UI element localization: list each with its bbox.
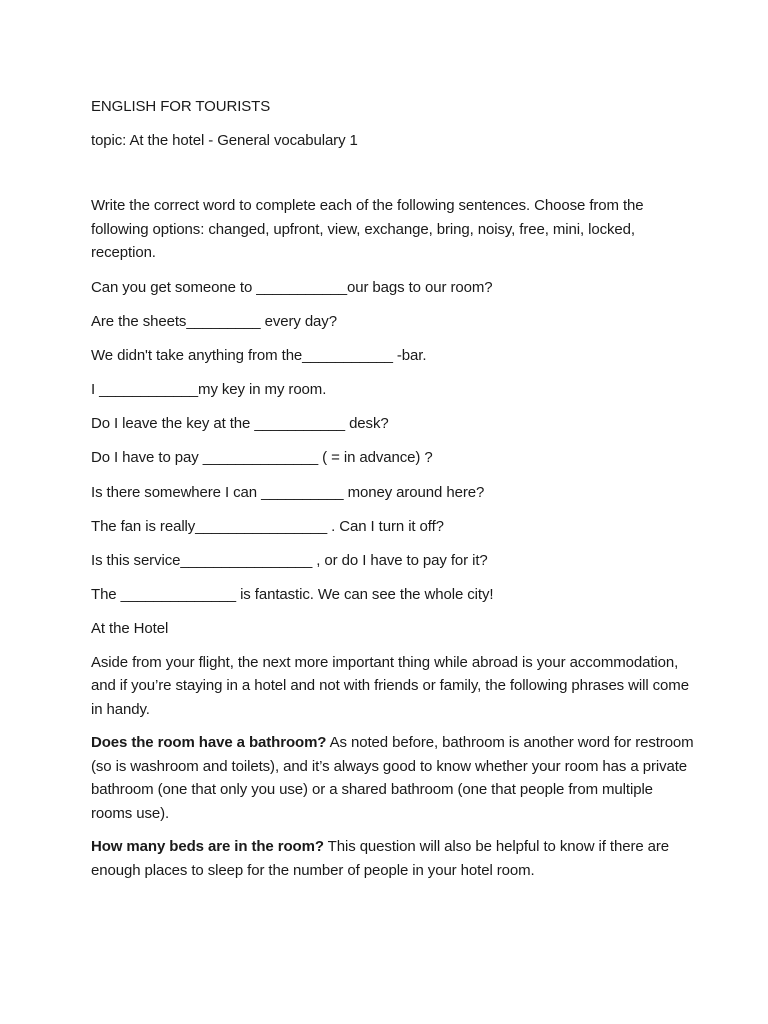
exercise-question-2: Are the sheets_________ every day? (91, 312, 337, 330)
article-item-beds (91, 835, 698, 882)
document-topic: topic: At the hotel - General vocabulary 1 (91, 131, 358, 149)
article-heading: At the Hotel (91, 620, 169, 638)
article-item-question: Does the room have a bathroom? (91, 734, 327, 752)
document-title: ENGLISH FOR TOURISTS (91, 98, 271, 115)
exercise-question-6: Do I have to pay ______________ ( = in advance) ? (91, 449, 433, 467)
article-item-text: This question will also be helpful to know if there are enough places to sleep for the number of people in your hotel room. (91, 838, 670, 879)
exercise-question-10: The ______________ is fantastic. We can see the whole city! (91, 586, 494, 604)
exercise-question-1: Can you get someone to ___________our bags to our room? (91, 278, 493, 296)
article-item-question: How many beds are in the room? (91, 838, 324, 856)
exercise-question-4: I ____________my key in my room. (91, 381, 327, 399)
exercise-question-5: Do I leave the key at the ___________ desk? (91, 415, 389, 433)
article-intro: Aside from your flight, the next more important thing while abroad is your accommodation, and if you’re staying in a hotel and not with friends or family, the following phrases will come in handy. (91, 653, 689, 718)
exercise-question-8: The fan is really________________ . Can I turn it off? (91, 517, 444, 535)
exercise-question-9: Is this service________________ , or do I have to pay for it? (91, 552, 488, 569)
exercise-question-7: Is there somewhere I can __________ money around here? (91, 483, 485, 501)
exercise-instructions: Write the correct word to complete each of the following sentences. Choose from the following options: changed, upfront, view, exchange, bring, noisy, free, mini, locked, reception. (91, 197, 644, 261)
exercise-question-3: We didn't take anything from the___________ -bar. (91, 346, 427, 364)
article-item-bathroom (91, 731, 698, 825)
article-item-text: As noted before, bathroom is another word for restroom (so is washroom and toilets), and it’s always good to know whether your room has a private bathroom (one that only you use) or a shared bathroom (one that people from multiple rooms use). (91, 734, 694, 822)
